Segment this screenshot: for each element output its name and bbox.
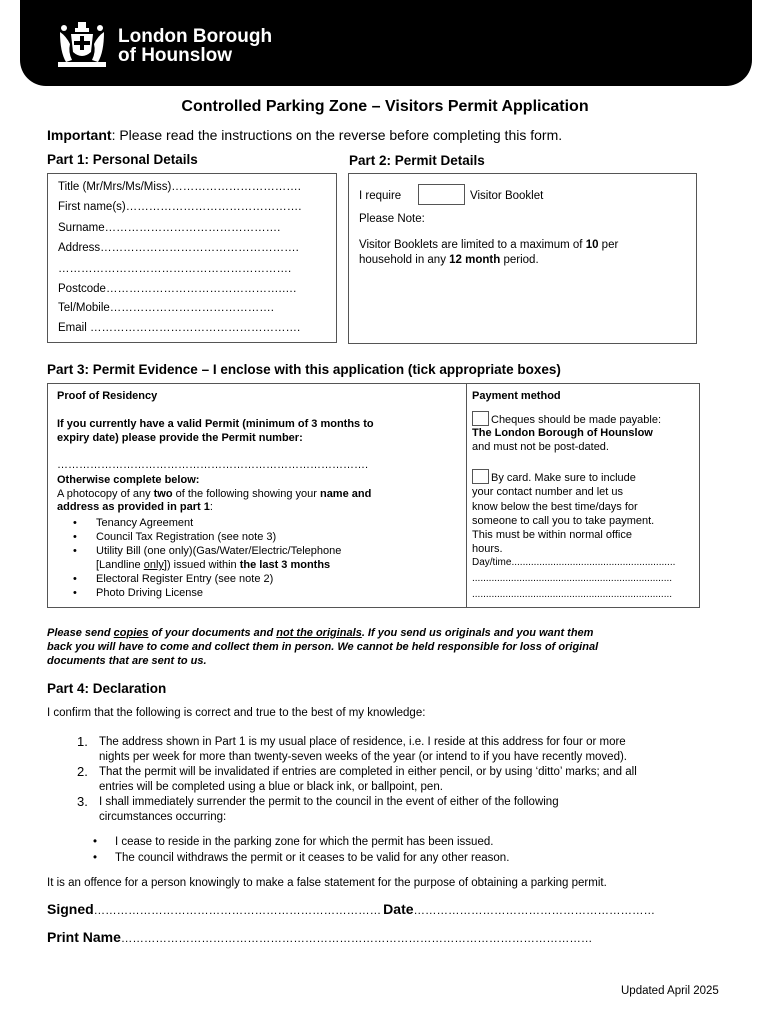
list-item: • I cease to reside in the parking zone for which the permit has been issued.: [47, 834, 727, 850]
item-line-1: That the permit will be invalidated if entries are completed in either pencil, or by using ‘ditto’ marks; and all: [99, 766, 637, 778]
proof-heading: Proof of Residency: [57, 390, 158, 402]
title-field[interactable]: Title (Mr/Mrs/Ms/Miss)…………………………….: [58, 181, 301, 193]
please-note-label: Please Note:: [359, 213, 425, 225]
brand-line-1: London Borough: [118, 26, 273, 47]
booklet-quantity-input[interactable]: [418, 184, 465, 205]
item-line-2: nights per week for more than twenty-seven weeks of the year (or intend to if you have recently moved).: [99, 750, 627, 763]
photocopy-colon: :: [209, 501, 213, 513]
first-name-field[interactable]: First name(s)……………………………………….: [58, 201, 302, 213]
list-item: • Tenancy Agreement: [57, 516, 457, 530]
part2-heading: Part 2: Permit Details: [349, 153, 485, 168]
cheque-text-3: and must not be post-dated.: [472, 441, 609, 453]
cheque-text-2: The London Borough of Hounslow: [472, 427, 653, 439]
surname-field[interactable]: Surname……………………………………….: [58, 222, 281, 234]
photocopy-address-text: address as provided in part 1: [57, 501, 210, 513]
offence-statement: It is an offence for a person knowingly to make a false statement for the purpose of obtaining a parking permit.: [47, 877, 607, 889]
card-checkbox[interactable]: [472, 469, 489, 484]
circumstances-list: [47, 834, 727, 866]
brand-name: [118, 27, 272, 65]
photocopy-name: name and: [319, 488, 372, 500]
list-item: • Photo Driving License: [57, 586, 457, 600]
day-time-field[interactable]: Day/time...........................................................: [472, 557, 676, 568]
photocopy-text: [57, 487, 371, 501]
notice-t1: Please send: [47, 627, 114, 639]
photocopy-two: two: [153, 488, 173, 500]
card-text-5: This must be within normal office: [472, 529, 632, 541]
item-number: 3.: [77, 794, 88, 809]
booklet-label: Visitor Booklet: [470, 190, 544, 202]
current-permit-text-2: expiry date) please provide the Permit number:: [57, 432, 303, 444]
email-field[interactable]: Email ……………………………………………….: [58, 322, 301, 334]
permit-number-field[interactable]: ………………………………………………………………………….: [57, 459, 369, 471]
list-item: [47, 765, 727, 794]
limit-text-3: household in any: [359, 254, 450, 266]
landline-2: ]) issued within: [163, 559, 240, 571]
booklet-limit-text-2: [359, 254, 539, 266]
updated-date: Updated April 2025: [621, 985, 719, 997]
important-note: [47, 127, 562, 143]
part1-heading: Part 1: Personal Details: [47, 152, 198, 167]
list-item: • Council Tax Registration (see note 3): [57, 530, 457, 544]
limit-max: 10: [585, 239, 599, 251]
payment-heading: Payment method: [472, 390, 561, 402]
item-line-2: entries will be completed using a blue or black ink, or ballpoint, pen.: [99, 780, 443, 793]
originals-notice-1: [47, 627, 593, 639]
list-item: • Electoral Register Entry (see note 2): [57, 572, 457, 586]
proof-list-2: [57, 572, 457, 600]
date-label: Date: [383, 901, 414, 917]
photocopy-2: of the following showing your: [172, 488, 320, 500]
require-label: I require: [359, 190, 402, 202]
proof-list: [57, 516, 457, 558]
signature-field[interactable]: …………………………………………………………………: [93, 905, 382, 917]
important-text: : Please read the instructions on the reverse before completing this form.: [111, 127, 563, 143]
list-item: [47, 735, 727, 764]
originals-notice-2: back you will have to come and collect them in person. We cannot be held responsible for loss of original: [47, 641, 599, 653]
limit-period: 12 month: [449, 254, 501, 266]
originals-notice-3: documents that are sent to us.: [47, 655, 207, 667]
signed-label: Signed: [47, 901, 94, 917]
item-line-1: I shall immediately surrender the permit to the council in the event of either of the following: [99, 796, 559, 808]
print-name-row: [47, 929, 592, 945]
current-permit-text-1: If you currently have a valid Permit (minimum of 3 months to: [57, 418, 374, 430]
day-time-field-3[interactable]: ........................................................................: [472, 589, 673, 600]
booklet-limit-text: [359, 239, 618, 251]
tel-mobile-field[interactable]: Tel/Mobile…………………………………….: [58, 302, 274, 314]
evidence-divider: [466, 383, 467, 608]
item-number: 2.: [77, 764, 88, 779]
list-item: • The council withdraws the permit or it ceases to be valid for any other reason.: [47, 850, 727, 866]
page-title: Controlled Parking Zone – Visitors Permit Application: [181, 98, 589, 115]
personal-details-box: [47, 173, 337, 343]
photocopy-address: [57, 500, 213, 514]
item-number: 1.: [77, 734, 88, 749]
borough-crest-icon: [54, 20, 110, 70]
declaration-list: [47, 735, 727, 825]
print-name-field[interactable]: ……………………………………………………………………………………………………………: [120, 933, 593, 945]
part3-heading: Part 3: Permit Evidence – I enclose with this application (tick appropriate boxes): [47, 362, 561, 377]
limit-text-2: per: [598, 239, 619, 251]
landline-last: the last 3 months: [239, 559, 331, 571]
card-text-6: hours.: [472, 543, 503, 555]
photocopy-1: A photocopy of any: [57, 488, 154, 500]
notice-t3: . If you send us originals and you want them: [361, 627, 594, 639]
card-text-3: know below the best time/days for: [472, 501, 638, 513]
limit-text-1: Visitor Booklets are limited to a maximum of: [359, 239, 586, 251]
address-field[interactable]: Address…………………………………………….: [58, 242, 299, 254]
cheque-option[interactable]: [472, 411, 661, 427]
cheque-checkbox[interactable]: [472, 411, 489, 426]
print-name-label: Print Name: [47, 929, 121, 945]
landline-1: [Landline: [96, 559, 144, 571]
otherwise-heading: Otherwise complete below:: [57, 474, 200, 486]
card-text-1: By card. Make sure to include: [491, 472, 636, 484]
item-line-1: The address shown in Part 1 is my usual place of residence, i.e. I reside at this address for four or more: [99, 736, 626, 748]
address-line-2-field[interactable]: …………………………………………………….: [58, 263, 292, 275]
day-time-field-2[interactable]: ........................................................................: [472, 573, 673, 584]
part4-heading: Part 4: Declaration: [47, 681, 167, 696]
brand-line-2: of Hounslow: [118, 45, 232, 66]
list-item: [47, 795, 727, 824]
declaration-intro: I confirm that the following is correct and true to the best of my knowledge:: [47, 707, 426, 719]
landline-line: [96, 558, 330, 572]
cheque-text-1: Cheques should be made payable:: [491, 414, 662, 426]
important-label: Important: [47, 127, 112, 143]
notice-not-originals: not the originals: [276, 627, 362, 639]
card-text-2: your contact number and let us: [472, 486, 624, 498]
date-field[interactable]: ………………………………………………………: [413, 905, 656, 917]
list-item: • Utility Bill (one only)(Gas/Water/Electric/Telephone: [57, 544, 457, 558]
landline-only: only: [143, 559, 164, 571]
card-option[interactable]: [472, 469, 636, 485]
limit-text-4: period.: [500, 254, 539, 266]
signed-row: [47, 901, 655, 917]
card-text-4: someone to call you to take payment.: [472, 515, 655, 527]
postcode-field[interactable]: Postcode……………………………………….….: [58, 283, 297, 295]
notice-copies: copies: [113, 627, 149, 639]
notice-t2: of your documents and: [148, 627, 277, 639]
item-line-2: circumstances occurring:: [99, 810, 227, 823]
